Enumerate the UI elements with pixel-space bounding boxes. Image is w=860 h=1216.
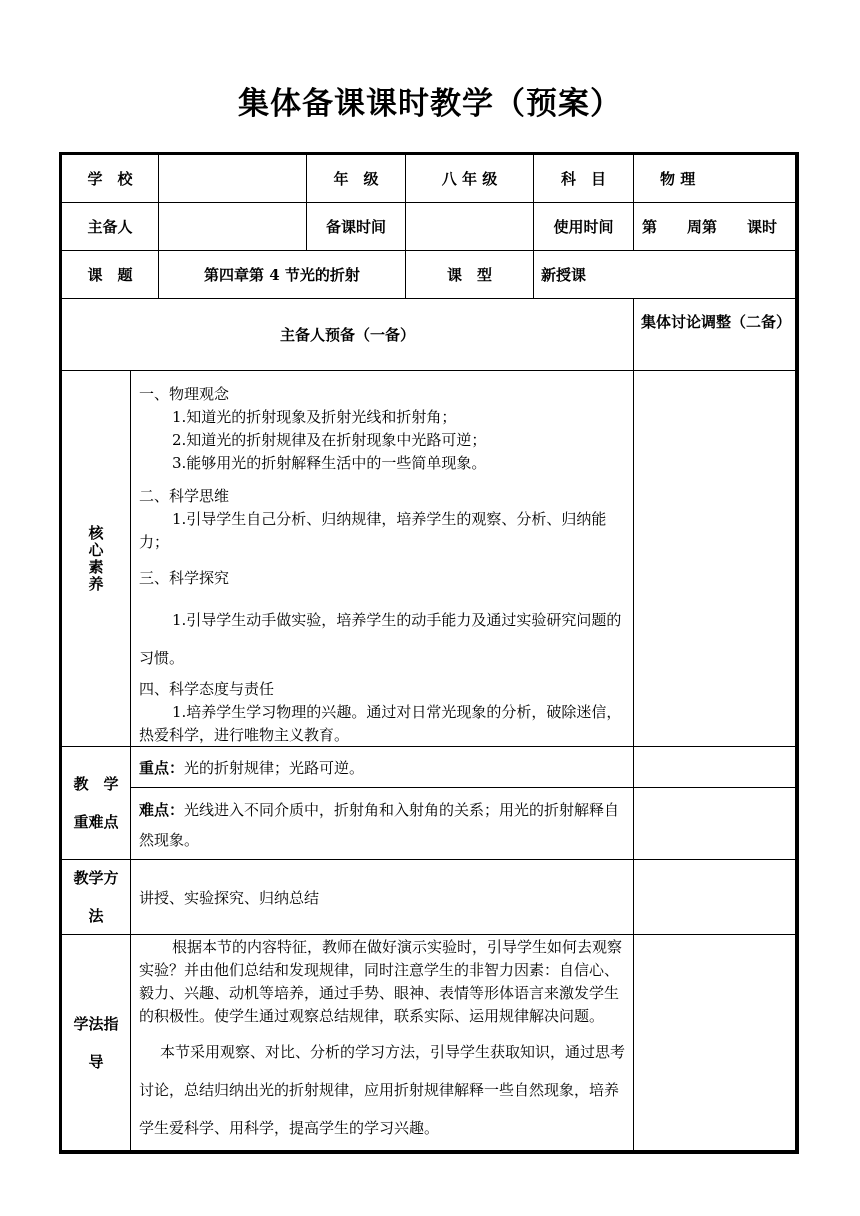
difficulty-label: 难点： (139, 801, 185, 819)
core-literacy-label-text: 核心素养 (86, 524, 105, 593)
focus-text: 光的折射规律；光路可逆。 (184, 758, 365, 777)
section-1-item-3: 3.能够用光的折射解释生活中的一些简单现象。 (172, 454, 487, 472)
preparer-value[interactable] (159, 203, 307, 251)
subject-label: 科 目 (534, 155, 634, 203)
section-2-title: 二、科学思维 (139, 487, 230, 505)
use-time-label: 使用时间 (534, 203, 634, 251)
school-value[interactable] (159, 155, 307, 203)
guidance-label: 学法指导 (62, 935, 131, 1151)
school-label: 学 校 (62, 155, 159, 203)
method-text: 讲授、实验探究、归纳总结 (131, 860, 634, 935)
section-1-title: 一、物理观念 (139, 385, 230, 403)
grade-value: 八 年 级 (406, 155, 534, 203)
grade-label: 年 级 (307, 155, 406, 203)
section-4-item: 1.培养学生学习物理的兴趣。通过对日常光现象的分析，破除迷信，热爱科学，进行唯物主义教育。 (139, 703, 622, 744)
section-2-item: 1.引导学生自己分析、归纳规律，培养学生的观察、分析、归纳能力； (139, 510, 607, 551)
subject-value: 物 理 (634, 155, 796, 203)
core-literacy-content (131, 371, 634, 747)
focus-adjust[interactable] (634, 747, 796, 788)
guidance-paragraph-2: 本节采用观察、对比、分析的学习方法，引导学生获取知识，通过思考讨论，总结归纳出光的折射规律，应用折射规律解释一些自然现象，培养学生爱科学、用科学，提高学生的学习兴趣。 (139, 1043, 626, 1137)
adjust-plan-header: 集体讨论调整（二备） (634, 299, 796, 371)
prep-time-label: 备课时间 (307, 203, 406, 251)
preparer-label: 主备人 (62, 203, 159, 251)
page-title: 集体备课课时教学（预案） (238, 86, 622, 122)
guidance-paragraph-1: 根据本节的内容特征，教师在做好演示实验时，引导学生如何去观察实验？并由他们总结和发现规律，同时注意学生的非智力因素：自信心、毅力、兴趣、动机等培养，通过手势、眼神、表情等形体语言来激发学生的积极性。使学生通过观察总结规律，联系实际、运用规律解决问题。 (139, 938, 623, 1025)
difficulty-adjust[interactable] (634, 788, 796, 860)
main-plan-header: 主备人预备（一备） (62, 299, 634, 371)
section-3-title: 三、科学探究 (139, 569, 230, 587)
method-adjust[interactable] (634, 860, 796, 935)
section-1-item-1: 1.知道光的折射现象及折射光线和折射角； (172, 408, 457, 426)
difficulty-text: 光线进入不同介质中，折射角和入射角的关系；用光的折射解释自然现象。 (139, 801, 620, 849)
use-time-value: 第 周第 课时 (634, 203, 796, 251)
section-1-item-2: 2.知道光的折射规律及在折射现象中光路可逆； (172, 431, 487, 449)
type-label: 课 型 (406, 251, 534, 299)
guidance-adjust[interactable] (634, 935, 796, 1151)
method-label: 教学方法 (62, 860, 131, 935)
focus-cell (131, 747, 634, 788)
key-points-label: 教 学重难点 (62, 747, 131, 860)
lesson-plan-table (59, 152, 799, 1154)
prep-time-value[interactable] (406, 203, 534, 251)
guidance-content (131, 935, 634, 1151)
core-literacy-label (62, 371, 131, 747)
topic-value: 第四章第 4 节光的折射 (159, 251, 406, 299)
focus-label: 重点： (139, 758, 185, 777)
difficulty-cell (131, 788, 634, 860)
section-3-item: 1.引导学生动手做实验，培养学生的动手能力及通过实验研究问题的习惯。 (139, 611, 622, 667)
type-value: 新授课 (534, 251, 796, 299)
section-4-title: 四、科学态度与责任 (139, 680, 275, 698)
topic-label: 课 题 (62, 251, 159, 299)
core-literacy-adjust[interactable] (634, 371, 796, 747)
